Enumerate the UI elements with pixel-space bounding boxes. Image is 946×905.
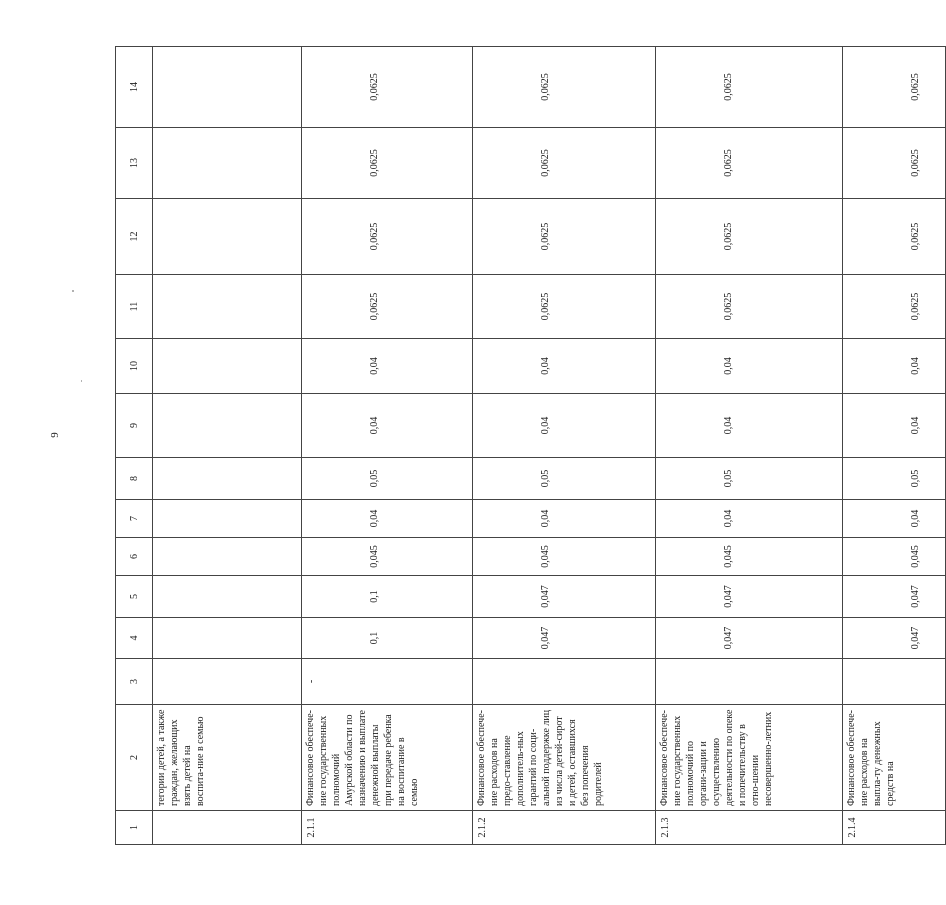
value-cell: 0,0625 [656, 275, 843, 339]
row-col3 [656, 659, 843, 705]
rotated-table-frame [115, 48, 921, 845]
value-cell: 0,05 [473, 458, 656, 500]
value-cell: 0,0625 [656, 128, 843, 199]
scan-speck [81, 380, 82, 382]
header-cell: 2 [116, 705, 153, 811]
value-cell: 0,047 [473, 576, 656, 618]
row-col3: - [302, 659, 473, 705]
row-col3 [843, 659, 946, 705]
value-cell: 0,04 [843, 500, 946, 538]
value-cell: 0,04 [302, 394, 473, 458]
value-cell: 0,05 [302, 458, 473, 500]
value-cell [153, 199, 302, 275]
value-cell: 0,0625 [843, 128, 946, 199]
row-name: Финансовое обеспече-ние государственных полномочий по органи-зации и осуществлению деятельности по опеке и попечительству в отно-шении несовершенно-летних [656, 705, 843, 811]
value-cell: 0,0625 [473, 128, 656, 199]
value-cell: 0,0625 [843, 199, 946, 275]
value-cell [153, 275, 302, 339]
row-col3 [473, 659, 656, 705]
value-cell: 0,0625 [656, 199, 843, 275]
header-row [116, 47, 153, 845]
value-cell: 0,045 [843, 538, 946, 576]
value-cell: 0,0625 [302, 47, 473, 128]
header-cell: 3 [116, 659, 153, 705]
row-code: 2.1.1 [302, 811, 473, 845]
value-cell [153, 500, 302, 538]
table-row [656, 47, 843, 845]
row-name: Финансовое обеспече-ние расходов на выпла-ту денежных средств на [843, 705, 946, 811]
value-cell: 0,04 [473, 394, 656, 458]
value-cell: 0,047 [473, 618, 656, 659]
header-cell: 5 [116, 576, 153, 618]
value-cell: 0,04 [843, 339, 946, 394]
header-cell: 7 [116, 500, 153, 538]
value-cell [153, 538, 302, 576]
value-cell [153, 458, 302, 500]
value-cell [153, 576, 302, 618]
value-cell: 0,047 [843, 576, 946, 618]
header-cell: 11 [116, 275, 153, 339]
value-cell: 0,0625 [473, 199, 656, 275]
table-row [302, 47, 473, 845]
header-cell: 12 [116, 199, 153, 275]
value-cell: 0,04 [473, 339, 656, 394]
value-cell: 0,04 [302, 339, 473, 394]
header-cell: 1 [116, 811, 153, 845]
header-cell: 10 [116, 339, 153, 394]
header-cell: 4 [116, 618, 153, 659]
header-cell: 6 [116, 538, 153, 576]
value-cell: 0,05 [843, 458, 946, 500]
page-number: 9 [49, 432, 61, 438]
row-col3 [153, 659, 302, 705]
value-cell: 0,0625 [302, 199, 473, 275]
value-cell [153, 128, 302, 199]
value-cell: 0,047 [843, 618, 946, 659]
value-cell [153, 394, 302, 458]
row-name: Финансовое обеспече-ние государственных полномочий Амурской области по назначению и выплате денежной выплаты при передаче ребенка на воспитание в семью [302, 705, 473, 811]
value-cell: 0,0625 [302, 275, 473, 339]
value-cell: 0,04 [473, 500, 656, 538]
value-cell [153, 618, 302, 659]
row-code: 2.1.3 [656, 811, 843, 845]
row-code: 2.1.4 [843, 811, 946, 845]
value-cell: 0,04 [656, 339, 843, 394]
header-cell: 8 [116, 458, 153, 500]
financing-table [115, 46, 946, 845]
table-row [153, 47, 302, 845]
value-cell: 0,045 [656, 538, 843, 576]
value-cell [153, 47, 302, 128]
value-cell: 0,045 [302, 538, 473, 576]
value-cell: 0,0625 [843, 47, 946, 128]
header-cell: 9 [116, 394, 153, 458]
value-cell: 0,0625 [473, 275, 656, 339]
value-cell: 0,04 [843, 394, 946, 458]
value-cell [153, 339, 302, 394]
value-cell: 0,04 [302, 500, 473, 538]
value-cell: 0,045 [473, 538, 656, 576]
row-name: тегории детей, а также граждан, желающих взять детей на воспита-ние в семью [153, 705, 302, 811]
value-cell: 0,1 [302, 576, 473, 618]
header-cell: 13 [116, 128, 153, 199]
table-row [473, 47, 656, 845]
value-cell: 0,047 [656, 576, 843, 618]
value-cell: 0,05 [656, 458, 843, 500]
value-cell: 0,0625 [843, 275, 946, 339]
value-cell: 0,047 [656, 618, 843, 659]
row-code [153, 811, 302, 845]
value-cell: 0,0625 [473, 47, 656, 128]
header-cell: 14 [116, 47, 153, 128]
value-cell: 0,0625 [656, 47, 843, 128]
row-code: 2.1.2 [473, 811, 656, 845]
value-cell: 0,0625 [302, 128, 473, 199]
row-name: Финансовое обеспече-ние расходов на предо-ставление дополнитель-ных гарантий по соци-альной поддержке лиц из числа детей-сирот и детей, оставшихся без попечения родителей [473, 705, 656, 811]
scan-speck [72, 290, 74, 292]
value-cell: 0,04 [656, 394, 843, 458]
value-cell: 0,04 [656, 500, 843, 538]
table-row [843, 47, 946, 845]
value-cell: 0,1 [302, 618, 473, 659]
